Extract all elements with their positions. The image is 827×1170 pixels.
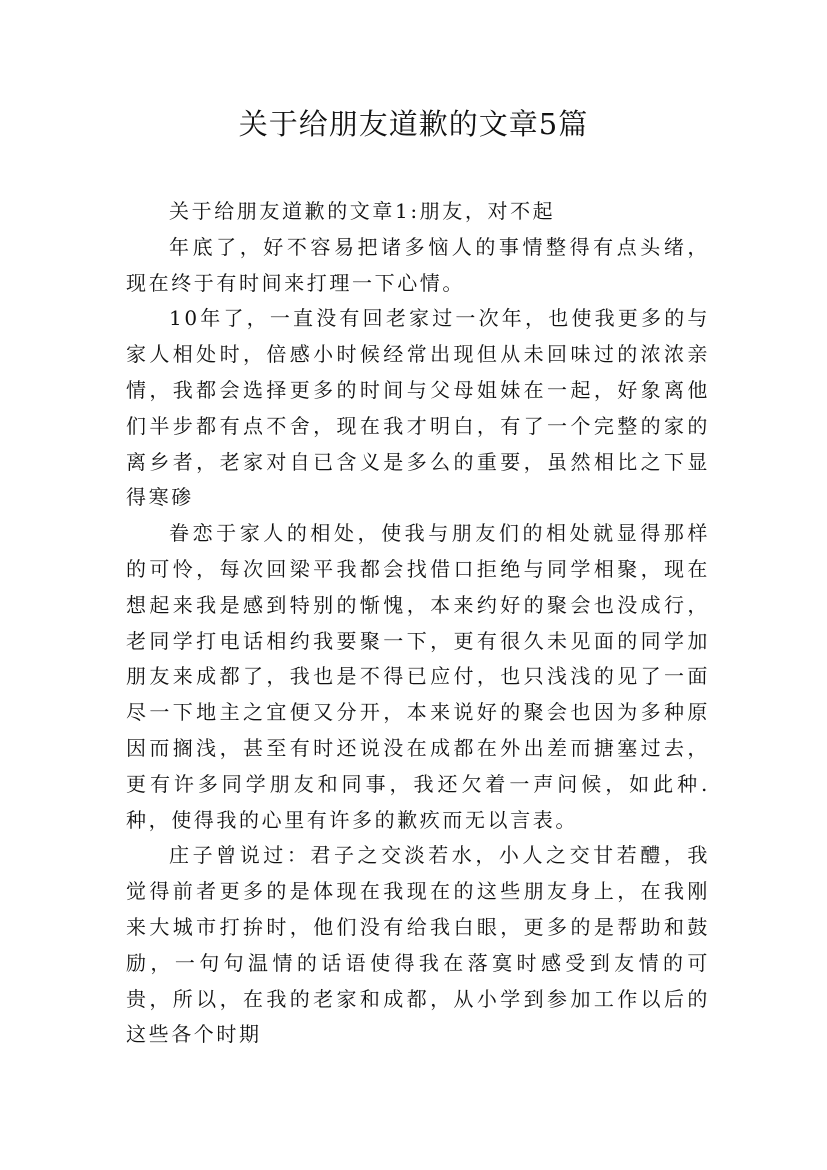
document-title: 关于给朋友道歉的文章5篇 bbox=[238, 107, 589, 141]
document-body bbox=[126, 194, 710, 1053]
paragraph: 年底了，好不容易把诸多恼人的事情整得有点头绪，现在终于有时间来打理一下心情。 bbox=[126, 234, 710, 295]
paragraph: 10年了，一直没有回老家过一次年，也使我更多的与家人相处时，倍感小时候经常出现但从未回味过的浓浓亲情，我都会选择更多的时间与父母姐妹在一起，好象离他们半步都有点不舍，现在我才明白，有了一个完整的家的离乡者，老家对自已含义是多么的重要，虽然相比之下显得寒碜 bbox=[126, 306, 710, 510]
paragraph: 眷恋于家人的相处，使我与朋友们的相处就显得那样的可怜，每次回梁平我都会找借口拒绝与同学相聚，现在想起来我是感到特别的惭愧，本来约好的聚会也没成行，老同学打电话相约我要聚一下，更有很久未见面的同学加朋友来成都了，我也是不得已应付，也只浅浅的见了一面尽一下地主之宜便又分开，本来说好的聚会也因为多种原因而搁浅，甚至有时还说没在成都在外出差而搪塞过去，更有许多同学朋友和同事，我还欠着一声问候，如此种.种，使得我的心里有许多的歉疚而无以言表。 bbox=[126, 521, 710, 832]
paragraph: 庄子曾说过：君子之交淡若水，小人之交甘若醴，我觉得前者更多的是体现在我现在的这些朋友身上，在我刚来大城市打拚时，他们没有给我白眼，更多的是帮助和鼓励，一句句温情的话语使得我在落寞时感受到友情的可贵，所以，在我的老家和成都，从小学到参加工作以后的这些各个时期 bbox=[126, 843, 710, 1047]
paragraph-subtitle: 关于给朋友道歉的文章1:朋友，对不起 bbox=[169, 199, 556, 223]
